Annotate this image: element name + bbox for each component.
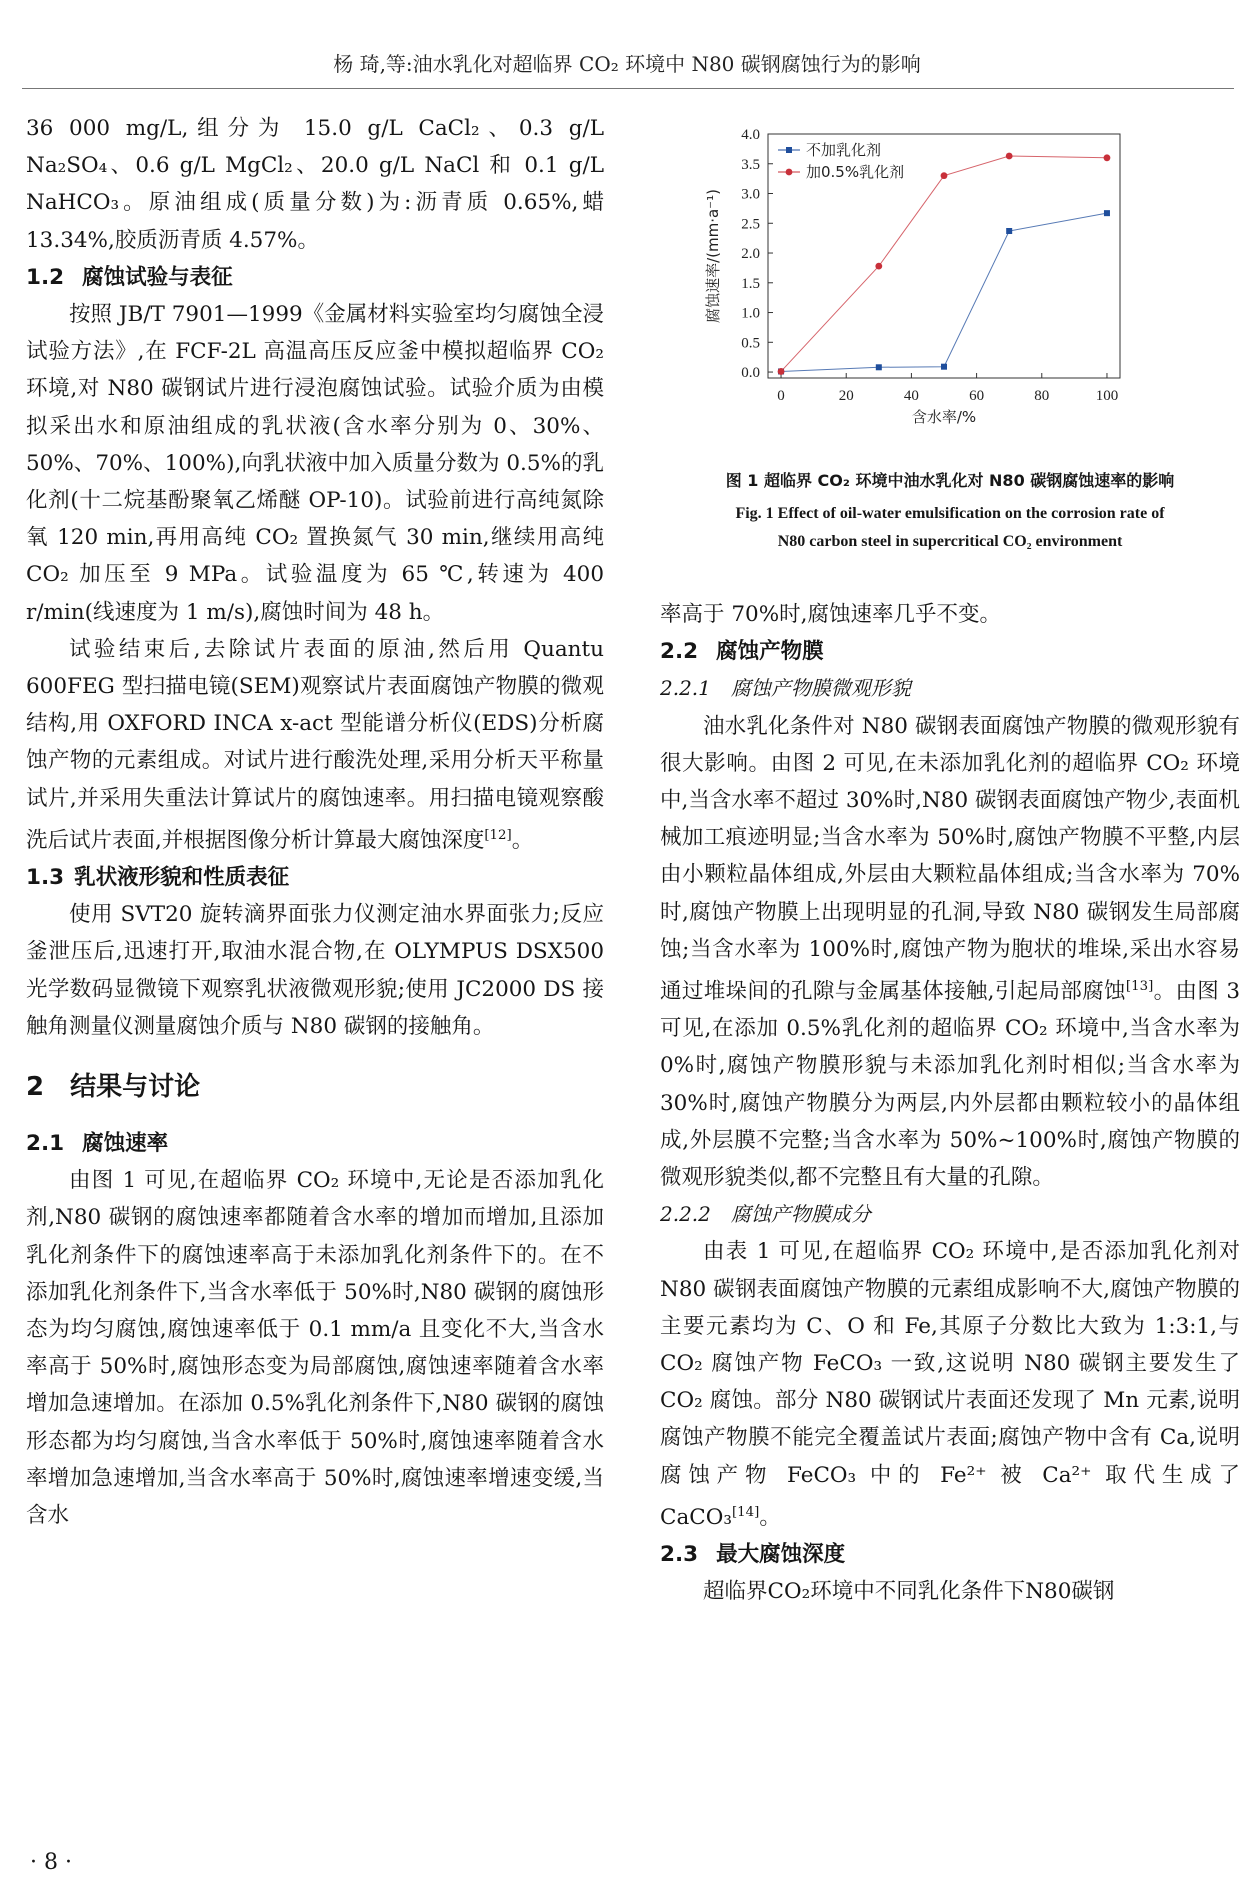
series-line	[781, 213, 1107, 371]
paragraph	[660, 708, 1240, 1197]
data-point	[1006, 153, 1013, 160]
section-number: 2.3	[660, 1542, 699, 1568]
figure-caption-cn: 图 1 超临界 CO₂ 环境中油水乳化对 N80 碳钢腐蚀速率的影响	[725, 471, 1175, 490]
header-rule	[22, 88, 1234, 89]
x-tick-label: 40	[903, 388, 919, 404]
paragraph: 由图 1 可见,在超临界 CO₂ 环境中,无论是否添加乳化剂,N80 碳钢的腐蚀速率都随着含水率的增加而增加,且添加乳化剂条件下的腐蚀速率高于未添加乳化剂条件下的。在不添加乳化剂条件下,当含水率低于 50%时,N80 碳钢的腐蚀形态为均匀腐蚀,腐蚀速率低于 0.1 mm/a 且变化不大,当含水率高于 50%时,腐蚀形态变为局部腐蚀,腐蚀速率随着含水率增加急速增加。在添加 0.5%乳化剂条件下,N80 碳钢的腐蚀形态都为均匀腐蚀,当含水率低于 50%时,腐蚀速率随着含水率增加急速增加,当含水率高于 50%时,腐蚀速率增速变缓,当含水	[26, 1168, 604, 1529]
paragraph: 率高于 70%时,腐蚀速率几乎不变。	[660, 602, 1001, 627]
section-title: 腐蚀产物膜成分	[730, 1202, 871, 1227]
section-number: 1.2	[26, 264, 65, 290]
x-axis-label: 含水率/%	[911, 408, 977, 426]
section-number: 2.1	[26, 1131, 65, 1157]
section-number: 2	[26, 1072, 45, 1103]
section-title: 腐蚀试验与表征	[82, 264, 233, 290]
section-title: 腐蚀产物膜	[716, 639, 824, 665]
data-point	[1104, 154, 1111, 161]
section-heading-2-3	[660, 1536, 1240, 1573]
x-tick-label: 60	[969, 388, 985, 404]
running-header: 杨 琦,等:油水乳化对超临界 CO₂ 环境中 N80 碳钢腐蚀行为的影响	[333, 52, 921, 76]
section-title: 最大腐蚀深度	[716, 1542, 846, 1568]
y-tick-label: 1.5	[741, 275, 760, 292]
data-point	[1104, 210, 1110, 216]
section-heading-1-2	[26, 259, 604, 296]
paragraph: 36 000 mg/L,组分为 15.0 g/L CaCl₂、0.3 g/L Na₂SO₄、0.6 g/L MgCl₂、20.0 g/L NaCl 和 0.1 g/L NaHCO₃。原油组成(质量分数)为:沥青质 0.65%,蜡 13.34%,胶质沥青质 4.57%。	[26, 116, 604, 253]
section-title: 腐蚀速率	[82, 1131, 169, 1157]
section-number: 1.3	[26, 865, 65, 891]
paragraph: 使用 SVT20 旋转滴界面张力仪测定油水界面张力;反应釜泄压后,迅速打开,取油水混合物,在 OLYMPUS DSX500 光学数码显微镜下观察乳状液微观形貌;使用 JC2000 DS 接触角测量仪测量腐蚀介质与 N80 碳钢的接触角。	[26, 902, 604, 1039]
section-number: 2.2.2	[660, 1202, 711, 1227]
y-tick-label: 3.0	[741, 186, 760, 203]
series-line	[781, 156, 1107, 371]
y-tick-label: 3.5	[741, 156, 760, 173]
section-number: 2.2	[660, 639, 699, 665]
x-tick-label: 0	[777, 388, 785, 404]
caption-en-line-2: N80 carbon steel in supercritical CO₂ environment	[777, 533, 1123, 550]
data-point	[876, 364, 882, 370]
y-tick-label: 2.5	[741, 216, 760, 233]
page-number: · 8 ·	[30, 1850, 72, 1875]
section-heading-2-1	[26, 1125, 604, 1162]
y-tick-label: 2.0	[741, 246, 760, 263]
y-tick-label: 1.0	[741, 305, 760, 322]
paragraph-text: 试验结束后,去除试片表面的原油,然后用 Quantu 600FEG 型扫描电镜(SEM)观察试片表面腐蚀产物膜的微观结构,用 OXFORD INCA x-act 型能谱分析仪(EDS)分析腐蚀产物的元素组成。对试片进行酸洗处理,采用分析天平称量试片,并采用失重法计算试片的腐蚀速率。用扫描电镜观察酸洗后试片表面,并根据图像分析计算最大腐蚀深度	[26, 636, 604, 853]
paragraph	[660, 1233, 1240, 1536]
paragraph-end: 。	[759, 1504, 781, 1530]
y-tick-label: 0.0	[741, 365, 760, 382]
paragraph: 按照 JB/T 7901—1999《金属材料实验室均匀腐蚀全浸试验方法》,在 FCF-2L 高温高压反应釜中模拟超临界 CO₂ 环境,对 N80 碳钢试片进行浸泡腐蚀试验。试验介质为由模拟采出水和原油组成的乳状液(含水率分别为 0、30%、50%、70%、100%),向乳状液中加入质量分数为 0.5%的乳化剂(十二烷基酚聚氧乙烯醚 OP-10)。试验前进行高纯氮除氧 120 min,再用高纯 CO₂ 置换氮气 30 min,继续用高纯 CO₂ 加压至 9 MPa。试验温度为 65 ℃,转速为 400 r/min(线速度为 1 m/s),腐蚀时间为 48 h。	[26, 302, 604, 625]
data-point	[941, 364, 947, 370]
caption-en-line-1: Fig. 1 Effect of oil-water emulsification on the corrosion rate of	[735, 505, 1165, 522]
citation: [12]	[484, 827, 512, 843]
data-point	[941, 172, 948, 179]
y-axis-label: 腐蚀速率/(mm·a⁻¹)	[704, 189, 722, 323]
paragraph-text: 油水乳化条件对 N80 碳钢表面腐蚀产物膜的微观形貌有很大影响。由图 2 可见,在未添加乳化剂的超临界 CO₂ 环境中,当含水率不超过 30%时,N80 碳钢表面腐蚀产物少,表面机械加工痕迹明显;当含水率为 50%时,腐蚀产物膜不平整,内层由小颗粒晶体组成,外层由大颗粒晶体组成;当含水率为 70%时,腐蚀产物膜上出现明显的孔洞,导致 N80 碳钢发生局部腐蚀;当含水率为 100%时,腐蚀产物为胞状的堆垛,采出水容易通过堆垛间的孔隙与金属基体接触,引起局部腐蚀	[660, 713, 1240, 1005]
data-point	[875, 263, 882, 270]
section-heading-1-3	[26, 859, 604, 896]
citation: [13]	[1125, 979, 1154, 995]
citation: [14]	[731, 1504, 760, 1520]
x-tick-label: 80	[1034, 388, 1050, 404]
legend-label: 不加乳化剂	[806, 141, 882, 159]
section-title: 乳状液形貌和性质表征	[74, 865, 290, 891]
legend-marker	[786, 147, 792, 153]
figure-1	[660, 120, 1240, 460]
section-heading-2	[26, 1067, 604, 1107]
subsection-heading-2-2-2	[660, 1196, 1240, 1233]
y-tick-label: 4.0	[741, 127, 760, 143]
data-point	[778, 368, 785, 375]
paragraph	[26, 631, 604, 859]
right-column	[660, 596, 1240, 1610]
data-point	[1006, 228, 1012, 234]
paragraph-text: 由表 1 可见,在超临界 CO₂ 环境中,是否添加乳化剂对 N80 碳钢表面腐蚀产物膜的元素组成影响不大,腐蚀产物膜的主要元素均为 C、O 和 Fe,其原子分数比大致为 1:3:1,与 CO₂ 腐蚀产物 FeCO₃ 一致,这说明 N80 碳钢主要发生了 CO₂ 腐蚀。部分 N80 碳钢试片表面还发现了 Mn 元素,说明腐蚀产物膜不能完全覆盖试片表面;腐蚀产物中含有 Ca,说明腐蚀产物 FeCO₃ 中的 Fe²⁺ 被 Ca²⁺ 取代生成了 CaCO₃	[660, 1239, 1240, 1530]
paragraph: 超临界CO₂环境中不同乳化条件下N80碳钢	[703, 1579, 1115, 1605]
figure-caption-en	[660, 500, 1240, 556]
section-title: 结果与讨论	[70, 1072, 201, 1103]
x-tick-label: 20	[838, 388, 854, 404]
y-tick-label: 0.5	[741, 335, 760, 352]
x-tick-label: 100	[1095, 388, 1119, 404]
section-number: 2.2.1	[660, 676, 711, 701]
section-title: 腐蚀产物膜微观形貌	[730, 676, 911, 701]
legend-label: 加0.5%乳化剂	[806, 163, 905, 181]
subsection-heading-2-2-1	[660, 670, 1240, 707]
paragraph-text: 。由图 3 可见,在添加 0.5%乳化剂的超临界 CO₂ 环境中,当含水率为 0%时,腐蚀产物膜形貌与未添加乳化剂时相似;当含水率为 30%时,腐蚀产物膜分为两层,内外层都由颗粒较小的晶体组成,外层膜不完整;当含水率为 50%~100%时,腐蚀产物膜的微观形貌类似,都不完整且有大量的孔隙。	[660, 979, 1240, 1191]
paragraph-end: 。	[511, 827, 534, 853]
corrosion-rate-chart	[660, 120, 1240, 460]
section-heading-2-2	[660, 633, 1240, 670]
left-column	[26, 110, 604, 1534]
legend-marker	[786, 169, 793, 176]
